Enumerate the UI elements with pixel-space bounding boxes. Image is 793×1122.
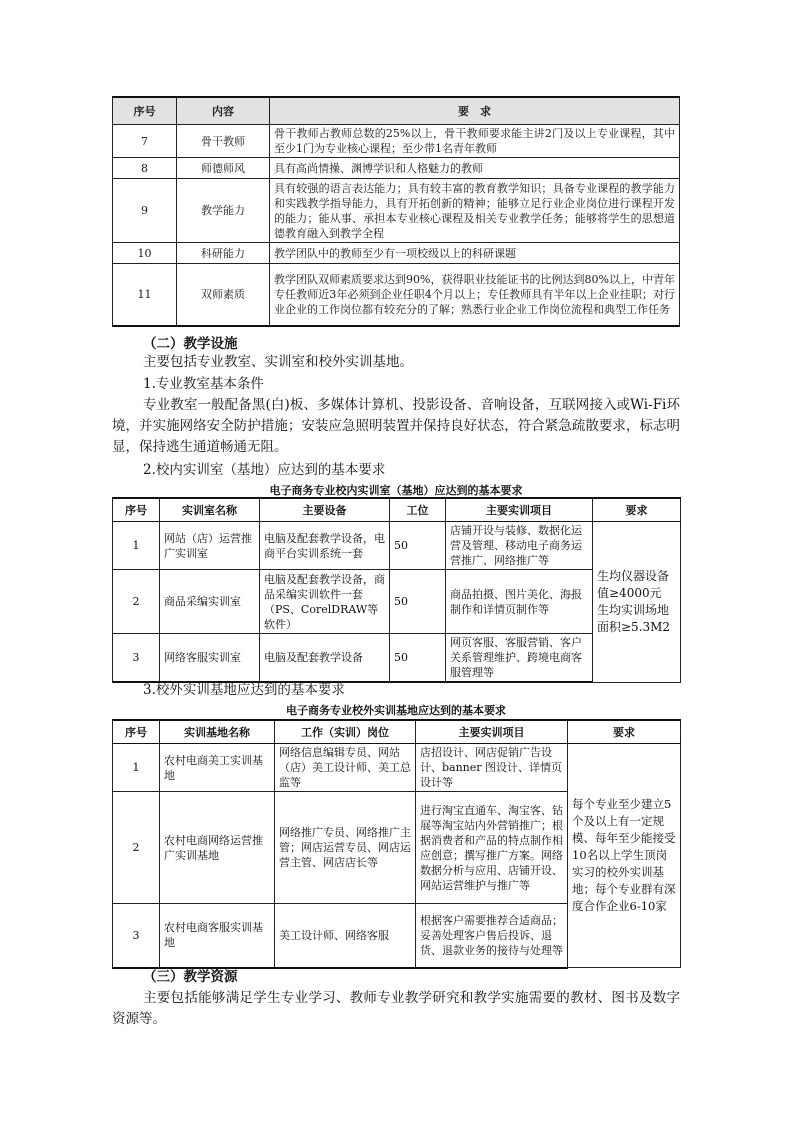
facilities-intro: 主要包括专业教室、实训室和校外实训基地。 (143, 354, 413, 370)
row-item: 科研能力 (177, 243, 270, 264)
row-equipment: 电脑及配套教学设备，电商平台实训系统一套 (260, 522, 390, 570)
col-header-projects: 主要实训项目 (446, 498, 593, 522)
table-row (113, 179, 680, 243)
row-item: 教学能力 (177, 179, 270, 243)
row-no: 2 (113, 570, 160, 634)
row-no: 10 (113, 243, 177, 264)
row-base-name: 农村电商网络运营推广实训基地 (160, 792, 275, 904)
row-projects: 店招设计、网店促销广告设计、banner 图设计、详情页设计等 (416, 744, 568, 792)
row-lab-name: 商品采编实训室 (160, 570, 260, 634)
row-no: 8 (113, 158, 177, 179)
col-header-jobs: 工作（实训）岗位 (275, 720, 416, 744)
row-item: 师德师风 (177, 158, 270, 179)
table-row (113, 158, 680, 179)
staff-requirements-table (112, 96, 680, 327)
table-header-row (113, 498, 681, 522)
table-header-row (113, 97, 680, 125)
table-row (113, 744, 681, 792)
row-seats: 50 (390, 522, 446, 570)
col-header-projects: 主要实训项目 (416, 720, 568, 744)
row-equipment: 电脑及配套教学设备 (260, 634, 390, 683)
row-lab-name: 网站（店）运营推广实训室 (160, 522, 260, 570)
row-no: 7 (113, 125, 177, 158)
row-no: 2 (113, 792, 160, 904)
col-header-requirement: 要 求 (270, 97, 680, 125)
col-header-no: 序号 (113, 498, 160, 522)
table-header-row (113, 720, 681, 744)
campus-lab-table (112, 497, 681, 683)
col-header-no: 序号 (113, 97, 177, 125)
classroom-paragraph: 专业教室一般配备黑(白)板、多媒体计算机、投影设备、音响设备，互联网接入或Wi-Fi环境，并实施网络安全防护措施；安装应急照明装置并保持良好状态，符合紧急疏散要求，标志明显，保持逃生通道畅通无阻。 (112, 397, 680, 455)
col-header-requirement: 要求 (593, 498, 681, 522)
col-header-base-name: 实训基地名称 (160, 720, 275, 744)
row-no: 11 (113, 264, 177, 326)
col-header-requirement: 要求 (568, 720, 681, 744)
row-seats: 50 (390, 634, 446, 683)
col-header-equipment: 主要设备 (260, 498, 390, 522)
section-heading-resources: （三）教学资源 (143, 969, 238, 985)
subsection-title-lab: 2.校内实训室（基地）应达到的基本要求 (143, 462, 386, 478)
subsection-title-external: 3.校外实训基地应达到的基本要求 (143, 682, 345, 698)
table-row (113, 264, 680, 326)
lab-table-caption: 电子商务专业校内实训室（基地）应达到的基本要求 (269, 484, 523, 497)
table-row (113, 522, 681, 570)
col-header-no: 序号 (113, 720, 160, 744)
col-header-seats: 工位 (390, 498, 446, 522)
resources-paragraph: 主要包括能够满足学生专业学习、教师专业教学研究和教学实施需要的教材、图书及数字资源等。 (112, 990, 680, 1027)
col-header-content: 内容 (177, 97, 270, 125)
row-no: 1 (113, 522, 160, 570)
row-seats: 50 (390, 570, 446, 634)
row-jobs: 网络推广专员、网络推广主管；网店运营专员、网店运营主管、网店店长等 (275, 792, 416, 904)
row-projects: 商品拍摄、图片美化、海报制作和详情页制作等 (446, 570, 593, 634)
row-requirement: 具有较强的语言表达能力；具有较丰富的教育教学知识；具备专业课程的教学能力和实践教学指导能力，具有开拓创新的精神；能够立足行业企业岗位进行课程开发的能力；能从事、承担本专业核心课程及相关专业教学任务；能够将学生的思想道德教育融入到教学全程 (270, 179, 680, 243)
lab-requirement-cell: 生均仪器设备值≥4000元 生均实训场地面积≥5.3M2 (593, 522, 681, 683)
table-row (113, 243, 680, 264)
col-header-lab-name: 实训室名称 (160, 498, 260, 522)
row-requirement: 教学团队中的教师至少有一项校级以上的科研课题 (270, 243, 680, 264)
row-projects: 进行淘宝直通车、淘宝客、钻展等淘宝站内外营销推广；根据消费者和产品的特点制作相应创意；撰写推广方案。网络数据分析与应用、店铺开设、网站运营维护与推广等 (416, 792, 568, 904)
row-jobs: 美工设计师、网络客服 (275, 904, 416, 968)
row-no: 9 (113, 179, 177, 243)
row-projects: 根据客户需要推荐合适商品；妥善处理客户售后投诉、退货、退款业务的接待与处理等 (416, 904, 568, 968)
subsection-title-classroom: 1.专业教室基本条件 (143, 376, 264, 392)
row-jobs: 网络信息编辑专员、网站（店）美工设计师、美工总监等 (275, 744, 416, 792)
row-base-name: 农村电商客服实训基地 (160, 904, 275, 968)
row-no: 3 (113, 634, 160, 683)
row-item: 双师素质 (177, 264, 270, 326)
base-table-caption: 电子商务专业校外实训基地应达到的基本要求 (286, 704, 506, 717)
table-row (113, 125, 680, 158)
row-base-name: 农村电商美工实训基地 (160, 744, 275, 792)
row-no: 3 (113, 904, 160, 968)
row-item: 骨干教师 (177, 125, 270, 158)
row-requirement: 骨干教师占教师总数的25%以上，骨干教师要求能主讲2门及以上专业课程，其中至少1门为专业核心课程；至少带1名青年教师 (270, 125, 680, 158)
row-projects: 网页客服、客服营销、客户关系管理维护、跨境电商客服管理等 (446, 634, 593, 683)
row-equipment: 电脑及配套教学设备，商品采编实训软件一套（PS、CorelDRAW等软件） (260, 570, 390, 634)
base-requirement-cell: 每个专业至少建立5个及以上有一定规模、每年至少能接受10名以上学生顶岗实习的校外实训基地；每个专业群有深度合作企业6-10家 (568, 744, 681, 968)
row-lab-name: 网络客服实训室 (160, 634, 260, 683)
section-heading-facilities: （二）教学设施 (143, 336, 238, 352)
row-requirement: 教学团队双师素质要求达到90%，获得职业技能证书的比例达到80%以上，中青年专任教师近3年必须到企业任职4个月以上；专任教师具有半年以上企业挂职；对行业企业的工作岗位都有较充分的了解；熟悉行业企业工作岗位流程和典型工作任务 (270, 264, 680, 326)
row-projects: 店铺开设与装修、数据化运营及管理、移动电子商务运营推广、网络推广等 (446, 522, 593, 570)
row-requirement: 具有高尚情操、渊博学识和人格魅力的教师 (270, 158, 680, 179)
row-no: 1 (113, 744, 160, 792)
external-base-table (112, 719, 681, 969)
